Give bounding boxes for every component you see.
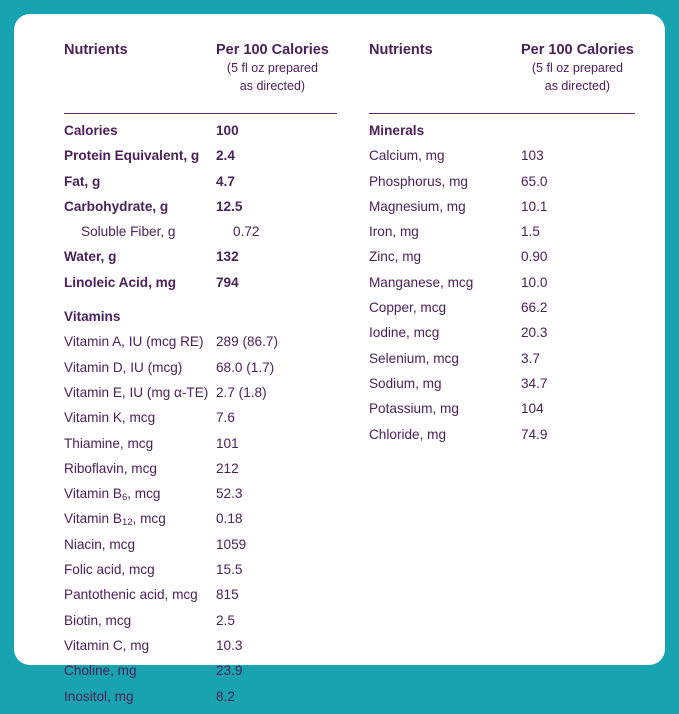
table-row (64, 224, 337, 249)
nutrient-value: 52.3 (216, 486, 243, 502)
nutrient-value: 20.3 (520, 325, 548, 341)
nutrient-value: 104 (520, 401, 544, 417)
nutrient-name: Iodine, mcg (368, 325, 440, 341)
nutrient-value: 10.0 (520, 274, 548, 290)
table-row (369, 376, 635, 401)
nutrient-name: Chloride, mg (368, 426, 447, 442)
table-row (64, 689, 337, 714)
nutrient-name: Vitamin A, IU (mcg RE) (64, 334, 204, 350)
table-row (64, 638, 337, 663)
nutrient-name: Choline, mg (64, 663, 137, 679)
nutrient-name: Carbohydrate, g (64, 198, 169, 214)
column-header-right (369, 40, 635, 114)
nutrient-value: 0.90 (520, 249, 548, 265)
header-per-calories-sub2: as directed) (544, 79, 611, 94)
nutrition-card (14, 14, 665, 704)
nutrient-value: 3.7 (520, 350, 540, 366)
nutrient-name: Vitamins (64, 309, 121, 325)
nutrient-name: Inositol, mg (64, 688, 134, 704)
table-row (369, 249, 635, 274)
table-row (64, 174, 337, 199)
nutrient-value: 4.7 (216, 173, 235, 189)
nutrient-value: 2.7 (1.8) (216, 384, 267, 400)
nutrient-name: Copper, mcg (368, 300, 447, 316)
nutrient-value: 10.3 (216, 637, 243, 653)
nutrient-name: Vitamin K, mcg (64, 410, 156, 426)
nutrient-value: 815 (216, 587, 239, 603)
table-row (369, 224, 635, 249)
nutrient-value: 132 (216, 249, 239, 265)
nutrient-name: Niacin, mcg (64, 536, 136, 552)
table-row (369, 325, 635, 350)
nutrient-name: Soluble Fiber, g (81, 224, 176, 240)
nutrient-value: 15.5 (216, 562, 243, 578)
nutrient-value: 0.72 (233, 224, 260, 240)
nutrient-value: 74.9 (520, 426, 548, 442)
nutrient-value: 23.9 (216, 663, 243, 679)
table-row (369, 300, 635, 325)
nutrient-rows-right (369, 114, 635, 452)
header-per-calories (216, 40, 329, 95)
nutrient-name: Fat, g (64, 173, 101, 189)
header-per-calories-sub2: as directed) (239, 79, 306, 94)
nutrient-name: Manganese, mcg (368, 274, 474, 290)
table-row (369, 148, 635, 173)
nutrient-value: 101 (216, 435, 239, 451)
header-per-calories (521, 40, 634, 95)
table-row (64, 537, 337, 562)
header-per-calories-sub1: (5 fl oz prepared (531, 61, 623, 76)
nutrient-name: Vitamin D, IU (mcg) (64, 359, 183, 375)
nutrient-name: Biotin, mcg (64, 612, 132, 628)
nutrient-value: 10.1 (520, 198, 548, 214)
nutrient-value: 1.5 (520, 224, 540, 240)
nutrient-name: Phosphorus, mg (368, 173, 468, 189)
nutrient-name: Zinc, mg (368, 249, 422, 265)
nutrient-value: 103 (520, 148, 544, 164)
nutrient-value: 212 (216, 460, 239, 476)
table-row (369, 351, 635, 376)
row-spacer (64, 300, 337, 309)
table-row (369, 427, 635, 452)
nutrient-name: Riboflavin, mcg (64, 460, 157, 476)
table-row (64, 148, 337, 173)
nutrient-name: Thiamine, mcg (64, 435, 154, 451)
nutrient-value: 0.18 (216, 511, 243, 527)
header-per-calories-sub1: (5 fl oz prepared (226, 61, 318, 76)
nutrient-name: Water, g (64, 249, 117, 265)
nutrient-name: Vitamin $B_6$, mcg (64, 486, 161, 504)
nutrient-value: 8.2 (216, 688, 235, 704)
nutrient-value: 1059 (216, 536, 247, 552)
nutrient-value: 34.7 (520, 375, 548, 391)
nutrient-name: Selenium, mcg (368, 350, 459, 366)
table-row (64, 613, 337, 638)
nutrient-name: Vitamin C, mg (64, 637, 150, 653)
header-per-calories-label: Per 100 Calories (216, 42, 329, 58)
nutrient-value: 7.6 (216, 410, 235, 426)
nutrient-name: Pantothenic acid, mcg (64, 587, 198, 603)
nutrient-value: 12.5 (216, 198, 243, 214)
nutrient-value: 2.4 (216, 148, 235, 164)
table-row (64, 461, 337, 486)
column-header-left (64, 40, 337, 114)
nutrient-value: 66.2 (520, 300, 548, 316)
table-row (64, 199, 337, 224)
nutrient-name: Calcium, mg (368, 148, 445, 164)
table-row (64, 385, 337, 410)
nutrient-value: 794 (216, 274, 239, 290)
nutrient-value: 65.0 (520, 173, 548, 189)
table-row (369, 401, 635, 426)
nutrient-name: Iron, mg (368, 224, 419, 240)
table-row (369, 199, 635, 224)
nutrient-name: Minerals (368, 123, 425, 138)
nutrient-name: Potassium, mg (368, 401, 459, 417)
table-row (64, 486, 337, 511)
nutrient-name: Calories (64, 123, 118, 138)
nutrient-rows-left (64, 114, 337, 714)
nutrient-name: Protein Equivalent, g (64, 148, 200, 164)
table-row (64, 123, 337, 148)
nutrient-name: Vitamin E, IU (mg α-TE) (64, 384, 209, 400)
table-row (64, 562, 337, 587)
table-row (64, 587, 337, 612)
table-row (64, 249, 337, 274)
nutrient-value: 2.5 (216, 612, 235, 628)
table-row (369, 123, 635, 148)
table-row (64, 663, 337, 688)
table-row (64, 360, 337, 385)
header-nutrients-label: Nutrients (64, 42, 128, 58)
nutrient-value: 68.0 (1.7) (216, 359, 275, 375)
table-row (64, 511, 337, 536)
nutrition-table (14, 14, 665, 704)
nutrient-name: Magnesium, mg (368, 198, 466, 214)
header-per-calories-label: Per 100 Calories (520, 42, 634, 58)
nutrient-name: Linoleic Acid, mg (64, 274, 177, 290)
table-row (64, 410, 337, 435)
table-row (64, 309, 337, 334)
nutrient-name: Folic acid, mcg (64, 562, 155, 578)
table-row (64, 275, 337, 300)
nutrient-value: 289 (86.7) (216, 334, 278, 350)
nutrition-column-right (343, 40, 639, 665)
header-nutrients-label: Nutrients (368, 42, 433, 58)
nutrient-name: Vitamin $B_{12}$, mcg (64, 511, 166, 529)
table-row (64, 436, 337, 461)
nutrient-value: 100 (216, 123, 239, 138)
nutrition-column-left (40, 40, 343, 704)
nutrient-name: Sodium, mg (368, 375, 442, 391)
table-row (369, 275, 635, 300)
table-row (64, 334, 337, 359)
table-row (369, 174, 635, 199)
